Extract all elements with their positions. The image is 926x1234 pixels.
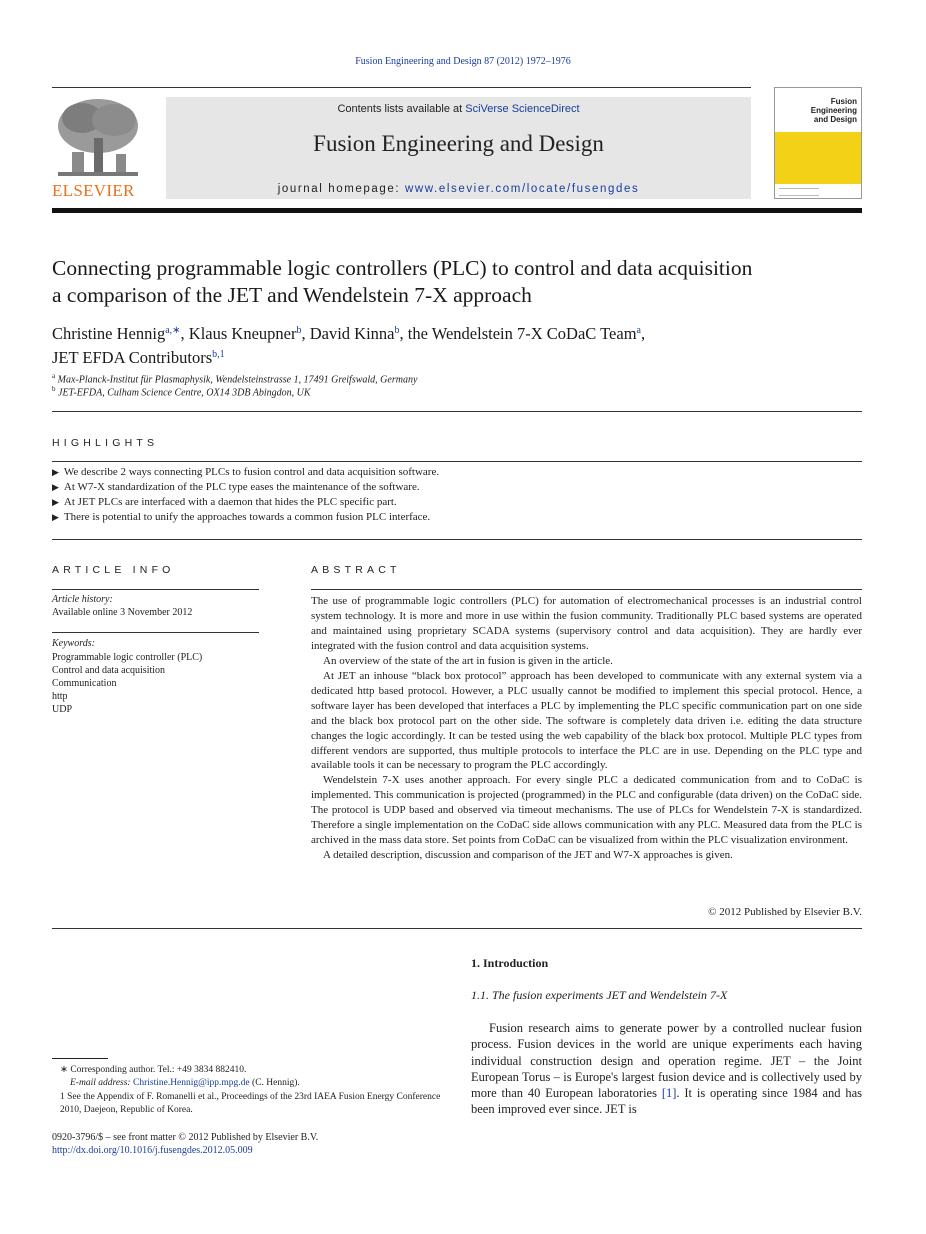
author-affil-link[interactable]: a,∗ (165, 325, 181, 336)
highlights-rule (52, 461, 862, 462)
doi-link[interactable]: http://dx.doi.org/10.1016/j.fusengdes.2012.05.009 (52, 1145, 253, 1156)
keywords-rule (52, 632, 259, 633)
abstract-paragraph: A detailed description, discussion and comparison of the JET and W7-X approaches is given. (323, 849, 733, 862)
keyword: Communication (52, 678, 117, 689)
cover-title: Fusion Engineering and Design (810, 97, 857, 124)
history-value: Available online 3 November 2012 (52, 607, 193, 618)
highlights-bottom-rule (52, 539, 862, 540)
abstract-paragraph: The use of programmable logic controllers (PLC) for automation of electromechanical processes is an industrial control system technology. It is more and more in use within the fusion community. Traditionally PLC based systems are operated and maintained using proprietary SCADA systems (supervisory control and data acquisition). They are hardly ever integrated with the fusion control and data acquisition systems. (311, 595, 862, 652)
abstract-paragraph: At JET an inhouse “black box protocol” approach has been developed to communicate with any external system via a dedicated http based protocol. However, a PLC usually cannot be modified to implement this special protocol. Hence, a software layer has been developed that interfaces a PLC by implementing the PLC specific communication part on one side and the black box protocol part on the other side. The software is completely data driven i.e. editing the data structure changes the logic accordingly. It can be tested using the web capability of the black box protocol. Multiple PLC types from different vendors are supported, thus multiple protocols to interface the PLC are in use. Depending on the PLC type and available tools it can be necessary to program the PLC accordingly. (311, 669, 862, 772)
cover-footer-lines (779, 188, 819, 196)
highlight-item: ▶ At JET PLCs are interfaced with a daemon that hides the PLC specific part. (52, 496, 397, 508)
keyword: http (52, 691, 68, 702)
abstract-paragraph: Wendelstein 7-X uses another approach. For every single PLC a dedicated communication from and to CoDaC is implemented. This communication is projected (programmed) in the PLC and configurable (data driven) on the CoDaC side. The protocol is UDP based and observed via timeout mechanisms. The use of PLCs for Wendelstein 7-X is standardized. Therefore a single implementation on the CoDaC side allows communication with any PLC. Measured data from the PLC is archived in the mass data store. Set points from CoDaC can be visualized from within the PLC visualization environment. (311, 774, 862, 847)
footnote-1: 1 See the Appendix of F. Romanelli et al., Proceedings of the 23rd IAEA Fusion Energy Conference 2010, Daejeon, Republic of Korea. (60, 1092, 441, 1116)
author-list: Christine Hennig$^{a,∗}$, Klaus Kneupner$^b$, David Kinna$^b$, the Wendelstein 7-X CoDaC Team$^a$, JET EFDA Contributors$^{b,1}$ (52, 324, 646, 367)
masthead-top-rule (52, 87, 751, 88)
journal-masthead (166, 97, 751, 199)
author: David Kinna (309, 324, 395, 343)
footnote-rule (52, 1058, 108, 1059)
author-affil-link[interactable]: a (636, 325, 641, 336)
subsection-heading: 1.1. The fusion experiments JET and Wendelstein 7-X (471, 988, 728, 1002)
author: Christine Hennig (52, 324, 166, 343)
author: the Wendelstein 7-X CoDaC Team (407, 324, 637, 343)
email-link[interactable]: Christine.Hennig@ipp.mpg.de (132, 1078, 250, 1088)
homepage-link[interactable]: www.elsevier.com/locate/fusengdes (404, 183, 640, 195)
issn-line: 0920-3796/$ – see front matter © 2012 Published by Elsevier B.V. (52, 1132, 319, 1143)
abstract-bottom-rule (52, 928, 862, 929)
journal-title: Fusion Engineering and Design (313, 131, 604, 156)
intro-paragraph: Fusion research aims to generate power by a controlled nuclear fusion process. Fusion devices in the world are unique experiments each having individual construction design and operation regime. JET – the Joint European Torus – is Europe's largest fusion device and is collectively used by more than 40 European laboratories [1]. It is operating since 1984 and has been improved ever since. JET is (471, 1021, 863, 1117)
journal-cover-thumbnail[interactable] (774, 87, 862, 199)
keyword: UDP (52, 704, 73, 715)
footnote-corresponding: ∗ Corresponding author. Tel.: +49 3834 882410. (60, 1065, 247, 1075)
keywords-label: Keywords: (52, 638, 95, 649)
reference-link[interactable]: [1] (661, 1086, 677, 1101)
title-divider (52, 411, 862, 412)
section-heading: 1. Introduction (471, 956, 549, 970)
author: JET EFDA Contributors (52, 348, 213, 367)
copyright-notice: © 2012 Published by Elsevier B.V. (708, 906, 862, 918)
keyword: Programmable logic controller (PLC) (52, 652, 203, 663)
highlight-item: ▶ There is potential to unify the approaches towards a common fusion PLC interface. (52, 511, 430, 523)
article-info-rule (52, 589, 259, 590)
affiliation-b: $^b$ JET-EFDA, Culham Science Centre, OX14 3DB Abingdon, UK (52, 385, 311, 399)
author: Klaus Kneupner (188, 324, 297, 343)
history-label: Article history: (52, 594, 113, 605)
author-affil-link[interactable]: b (394, 325, 400, 336)
article-title: Connecting programmable logic controllers (PLC) to control and data acquisition a comparison of the JET and Wendelstein 7-X approach (52, 256, 753, 307)
journal-citation[interactable]: Fusion Engineering and Design 87 (2012) 1972–1976 (355, 56, 571, 67)
footnote-email: E-mail address: Christine.Hennig@ipp.mpg.de (C. Hennig). (70, 1078, 300, 1088)
abstract-paragraph: An overview of the state of the art in fusion is given in the article. (323, 654, 613, 667)
cover-art (775, 132, 861, 184)
highlight-item: ▶ At W7-X standardization of the PLC type eases the maintenance of the software. (52, 481, 420, 493)
article-info-heading: ARTICLE INFO (52, 564, 175, 576)
affiliation-a: $^a$ Max-Planck-Institut für Plasmaphysik, Wendelsteinstrasse 1, 17491 Greifswald, Germany (52, 372, 418, 386)
contents-lists-line: Contents lists available at SciVerse ScienceDirect (337, 103, 580, 115)
highlights-heading: HIGHLIGHTS (52, 437, 159, 449)
sciencedirect-link[interactable]: SciVerse ScienceDirect (465, 103, 580, 115)
author-affil-link[interactable]: b (296, 325, 302, 336)
author-affil-link[interactable]: b,1 (212, 349, 225, 360)
highlight-item: ▶ We describe 2 ways connecting PLCs to fusion control and data acquisition software. (52, 466, 439, 478)
masthead-bottom-rule (52, 208, 862, 213)
journal-homepage: journal homepage: www.elsevier.com/locate/fusengdes (277, 183, 640, 195)
keyword: Control and data acquisition (52, 665, 166, 676)
abstract-rule (311, 589, 862, 590)
abstract-heading: ABSTRACT (311, 564, 401, 576)
elsevier-wordmark: ELSEVIER (52, 181, 135, 200)
abstract-text (311, 594, 862, 863)
